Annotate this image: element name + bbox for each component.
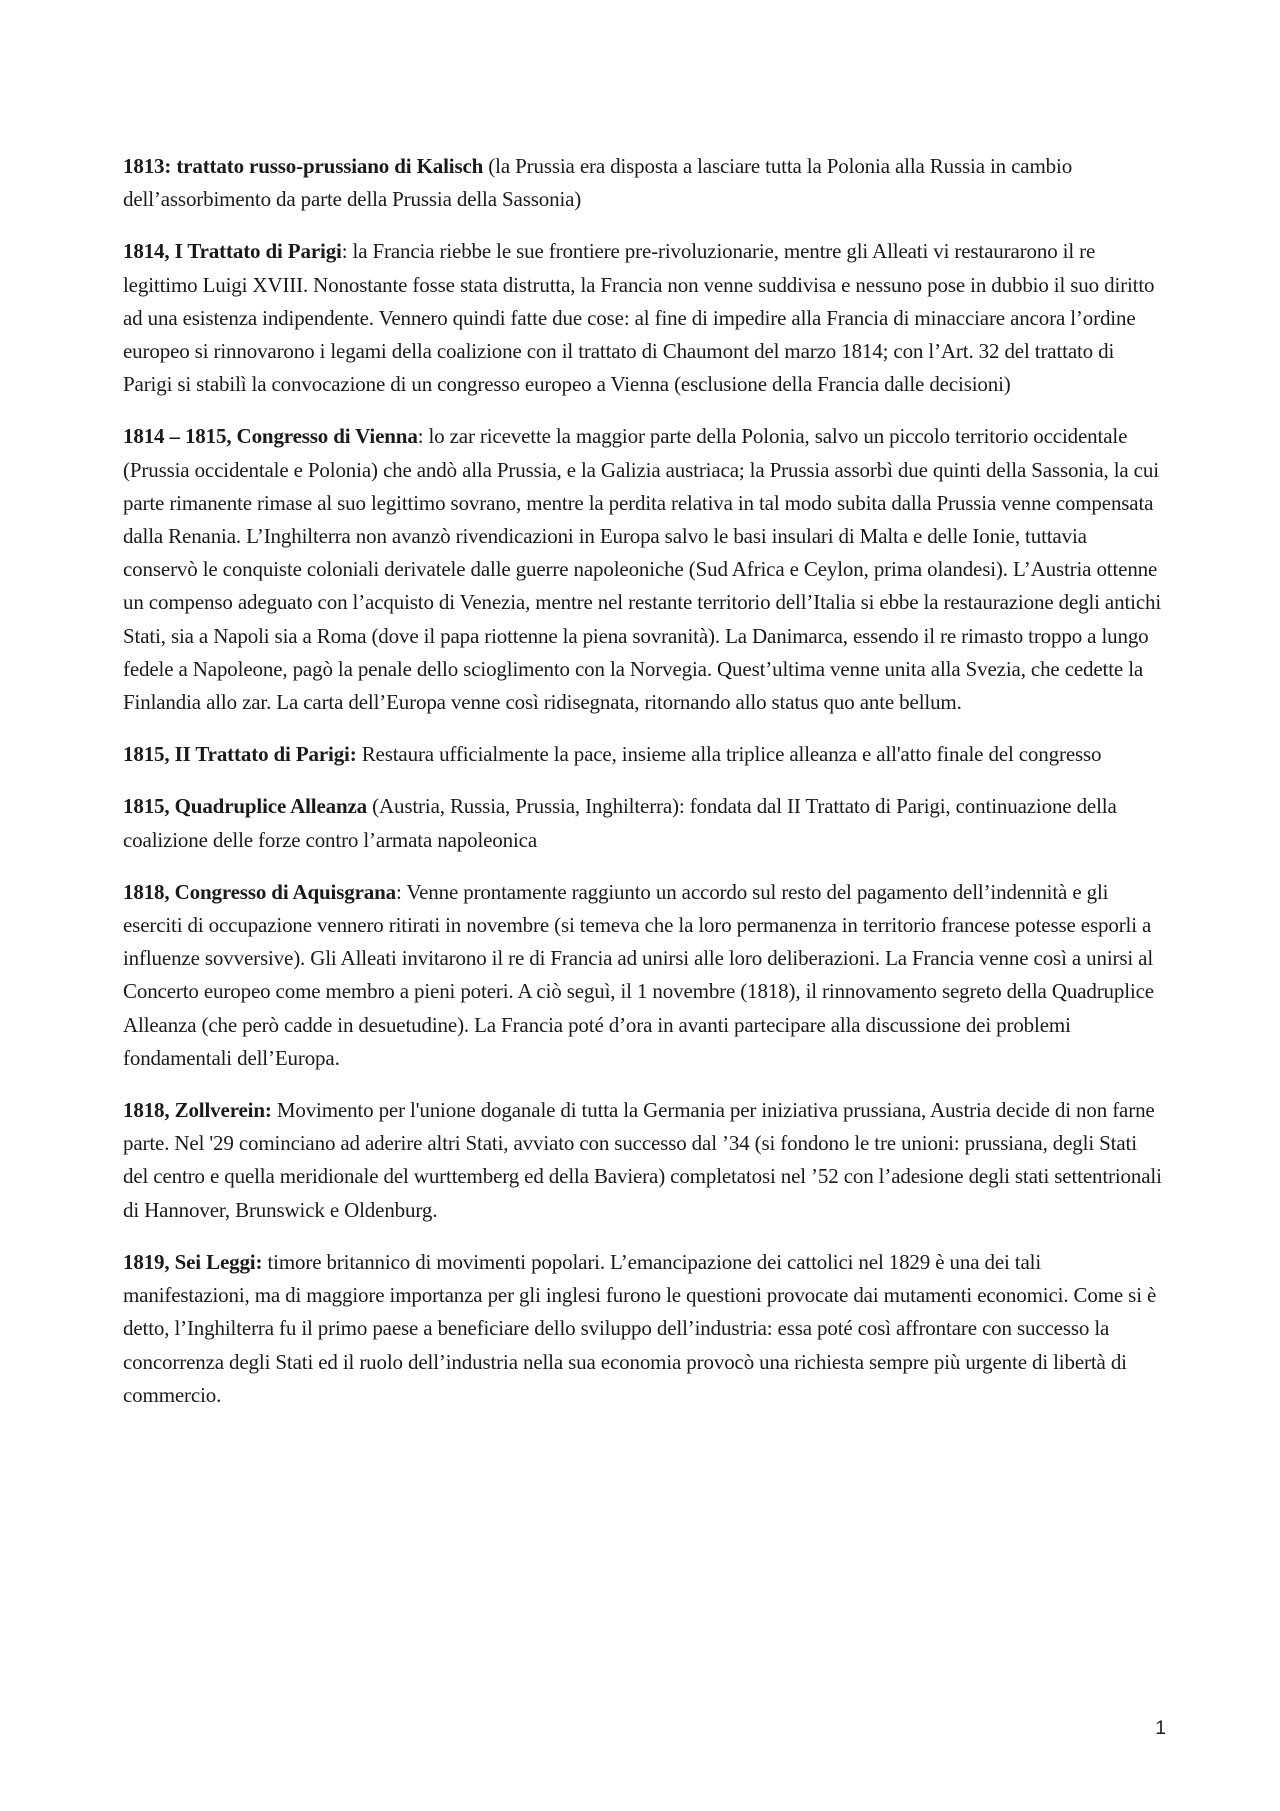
entry-text: (la Prussia era disposta a lasciare tutta la Polonia alla Russia in cambio dell’assorbimento da parte della Prussia della Sassonia)	[123, 154, 1073, 212]
entry-heading: 1814 – 1815, Congresso di Vienna	[123, 424, 418, 449]
entry-second-treaty-paris	[123, 738, 1163, 771]
entry-heading: 1815, II Trattato di Parigi:	[123, 742, 357, 767]
entry-heading: 1815, Quadruplice Alleanza	[123, 794, 368, 819]
entry-congress-aachen	[123, 876, 1163, 1075]
entry-text: Movimento per l'unione doganale di tutta la Germania per iniziativa prussiana, Austria decide di non farne parte. Nel '29 cominciano ad aderire altri Stati, avviato con successo dal ’34 (si fondono le tre unioni: prussiana, degli Stati del centro e quella meridionale del wurttemberg ed della Baviera) completatosi nel ’52 con l’adesione degli stati settentrionali di Hannover, Brunswick e Oldenburg.	[123, 1098, 1162, 1222]
entry-kalisch	[123, 150, 1163, 216]
entry-heading: 1813: trattato russo-prussiano di Kalisch	[123, 154, 484, 178]
entry-text: Restaura ufficialmente la pace, insieme alla triplice alleanza e all'atto finale del congresso	[356, 742, 1102, 767]
entry-text: : la Francia riebbe le sue frontiere pre-rivoluzionarie, mentre gli Alleati vi restaurarono il re legittimo Luigi XVIII. Nonostante fosse stata distrutta, la Francia non venne suddivisa e nessuno pose in dubbio il suo diritto ad una esistenza indipendente. Vennero quindi fatte due cose: al fine di impedire alla Francia di minacciare ancora l’ordine europeo si rinnovarono i legami della coalizione con il trattato di Chaumont del marzo 1814; con l’Art. 32 del trattato di Parigi si stabilì la convocazione di un congresso europeo a Vienna (esclusione della Francia dalle decisioni)	[123, 239, 1155, 397]
entry-heading: 1819, Sei Leggi:	[123, 1249, 263, 1274]
page-number: 1	[1155, 1718, 1166, 1739]
entry-text: timore britannico di movimenti popolari. L’emancipazione dei cattolici nel 1829 è una dei tali manifestazioni, ma di maggiore importanza per gli inglesi furono le questioni provocate dai mutamenti economici. Come si è detto, l’Inghilterra fu il primo paese a beneficiare dello sviluppo dell’industria: essa poté così affrontare con successo la concorrenza degli Stati ed il ruolo dell’industria nella sua economia provocò una richiesta sempre più urgente di libertà di commercio.	[123, 1249, 1157, 1407]
document-body	[123, 150, 1163, 1431]
entry-zollverein	[123, 1094, 1163, 1227]
entry-heading: 1818, Zollverein:	[123, 1098, 272, 1123]
entry-heading: 1818, Congresso di Aquisgrana	[123, 879, 396, 904]
entry-heading: 1814, I Trattato di Parigi	[123, 239, 342, 264]
entry-six-acts	[123, 1246, 1163, 1412]
entry-congress-vienna	[123, 420, 1163, 719]
entry-quadruple-alliance	[123, 790, 1163, 856]
entry-first-treaty-paris	[123, 235, 1163, 401]
entry-text: (Austria, Russia, Prussia, Inghilterra): fondata dal II Trattato di Parigi, continuazione della coalizione delle forze contro l’armata napoleonica	[123, 794, 1117, 852]
entry-text: : Venne prontamente raggiunto un accordo sul resto del pagamento dell’indennità e gli eserciti di occupazione vennero ritirati in novembre (si temeva che la loro permanenza in territorio francese potesse esporli a influenze sovversive). Gli Alleati invitarono il re di Francia ad unirsi alle loro deliberazioni. La Francia venne così a unirsi al Concerto europeo come membro a pieni poteri. A ciò seguì, il 1 novembre (1818), il rinnovamento segreto della Quadruplice Alleanza (che però cadde in desuetudine). La Francia poté d’ora in avanti partecipare alla discussione dei problemi fondamentali dell’Europa.	[123, 879, 1154, 1070]
entry-text: : lo zar ricevette la maggior parte della Polonia, salvo un piccolo territorio occidentale (Prussia occidentale e Polonia) che andò alla Prussia, e la Galizia austriaca; la Prussia assorbì due quinti della Sassonia, la cui parte rimanente rimase al suo legittimo sovrano, mentre la perdita relativa in tal modo subita dalla Prussia venne compensata dalla Renania. L’Inghilterra non avanzò rivendicazioni in Europa salvo le basi insulari di Malta e delle Ionie, tuttavia conservò le conquiste coloniali derivatele dalle guerre napoleoniche (Sud Africa e Ceylon, prima olandesi). L’Austria ottenne un compenso adeguato con l’acquisto di Venezia, mentre nel restante territorio dell’Italia si ebbe la restaurazione degli antichi Stati, sia a Napoli sia a Roma (dove il papa riottenne la piena sovranità). La Danimarca, essendo il re rimasto troppo a lungo fedele a Napoleone, pagò la penale dello scioglimento con la Norvegia. Quest’ultima venne unita alla Svezia, che cedette la Finlandia allo zar. La carta dell’Europa venne così ridisegnata, ritornando allo status quo ante bellum.	[123, 424, 1162, 715]
